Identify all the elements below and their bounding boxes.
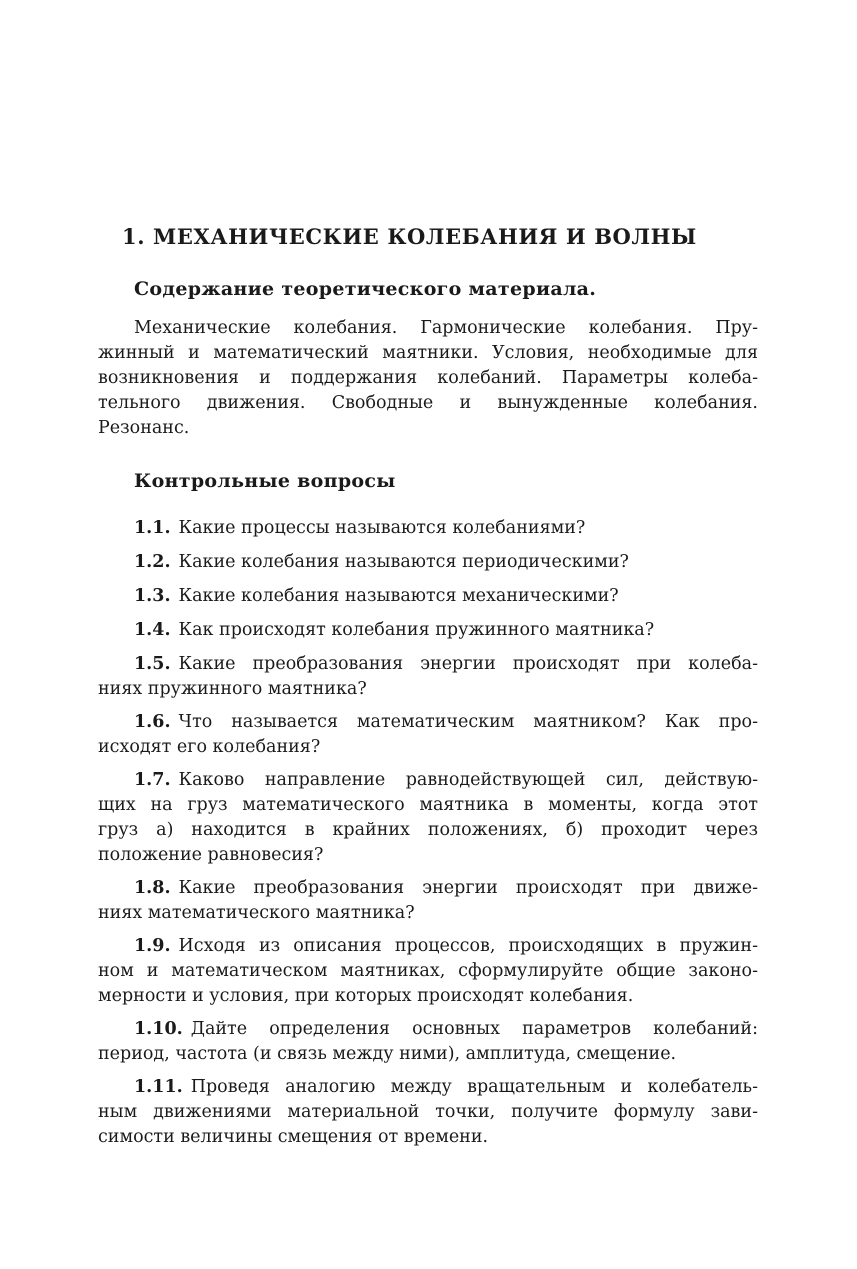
question-item — [98, 584, 758, 609]
question-line — [98, 516, 758, 541]
question-text: Какие преобразования энергии происходят при движе- — [178, 878, 758, 898]
theory-line: жинный и математический маятники. Условия, необходимые для — [98, 343, 758, 363]
question-line — [98, 934, 758, 959]
theory-line: возникновения и поддержания колебаний. Параметры колеба- — [98, 368, 758, 388]
question-line: исходят его колебания? — [98, 737, 321, 757]
question-line — [98, 1075, 758, 1100]
question-line — [98, 768, 758, 793]
question-text: Проведя аналогию между вращательным и колебатель- — [190, 1077, 758, 1097]
question-number: 1.7. — [134, 770, 171, 790]
question-item — [98, 768, 758, 868]
question-text: Какие колебания называются механическими? — [178, 586, 619, 606]
question-line: положение равновесия? — [98, 845, 324, 865]
chapter-title: 1. МЕХАНИЧЕСКИЕ КОЛЕБАНИЯ И ВОЛНЫ — [122, 224, 697, 249]
question-number: 1.11. — [134, 1077, 183, 1097]
question-item — [98, 710, 758, 760]
question-number: 1.10. — [134, 1019, 183, 1039]
question-text: Что называется математическим маятником? Как про- — [178, 712, 758, 732]
question-item — [98, 652, 758, 702]
question-line — [98, 550, 758, 575]
question-number: 1.8. — [134, 878, 171, 898]
question-text: Каково направление равнодействующей сил, действую- — [178, 770, 758, 790]
question-line — [98, 584, 758, 609]
theory-line: Механические колебания. Гармонические колебания. Пру- — [134, 318, 758, 338]
question-text: Дайте определения основных параметров колебаний: — [190, 1019, 758, 1039]
question-item — [98, 1017, 758, 1067]
question-line: ным движениями материальной точки, получите формулу зави- — [98, 1102, 758, 1122]
theory-paragraph — [98, 316, 758, 441]
question-text: Какие процессы называются колебаниями? — [178, 518, 586, 538]
question-item — [98, 934, 758, 1009]
question-item — [98, 550, 758, 575]
question-line: симости величины смещения от времени. — [98, 1127, 489, 1147]
question-line — [98, 618, 758, 643]
question-item — [98, 516, 758, 541]
question-line — [98, 876, 758, 901]
question-line — [98, 710, 758, 735]
question-line: щих на груз математического маятника в моменты, когда этот — [98, 795, 758, 815]
question-line: ном и математическом маятниках, сформулируйте общие законо- — [98, 961, 758, 981]
question-line: мерности и условия, при которых происходят колебания. — [98, 986, 634, 1006]
theory-heading: Содержание теоретического материала. — [134, 278, 597, 300]
question-line: ниях пружинного маятника? — [98, 679, 367, 699]
question-number: 1.2. — [134, 552, 171, 572]
question-line — [98, 652, 758, 677]
question-number: 1.6. — [134, 712, 171, 732]
question-line: ниях математического маятника? — [98, 903, 415, 923]
question-item — [98, 876, 758, 926]
question-number: 1.5. — [134, 654, 171, 674]
question-text: Какие колебания называются периодическими? — [178, 552, 629, 572]
question-item — [98, 1075, 758, 1150]
theory-line: Резонанс. — [98, 418, 190, 438]
question-text: Исходя из описания процессов, происходящих в пружин- — [178, 936, 758, 956]
question-line — [98, 1017, 758, 1042]
question-number: 1.3. — [134, 586, 171, 606]
questions-heading: Контрольные вопросы — [134, 470, 396, 492]
question-number: 1.9. — [134, 936, 171, 956]
theory-line: тельного движения. Свободные и вынужденные колебания. — [98, 393, 758, 413]
question-line: период, частота (и связь между ними), амплитуда, смещение. — [98, 1044, 677, 1064]
question-text: Как происходят колебания пружинного маятника? — [178, 620, 655, 640]
question-item — [98, 618, 758, 643]
question-number: 1.4. — [134, 620, 171, 640]
question-text: Какие преобразования энергии происходят при колеба- — [178, 654, 758, 674]
question-line: груз а) находится в крайних положениях, б) проходит через — [98, 820, 758, 840]
question-number: 1.1. — [134, 518, 171, 538]
